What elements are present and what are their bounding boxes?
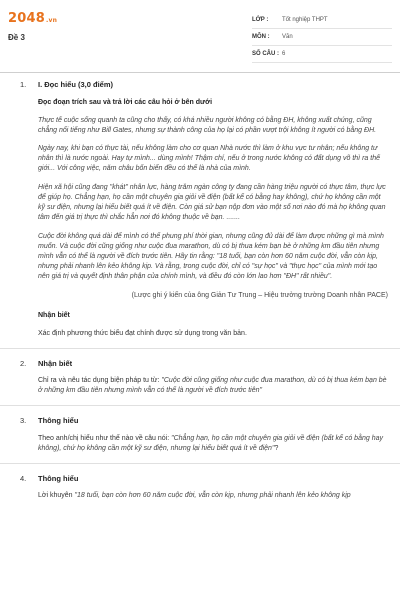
question-title: Thông hiểu	[38, 416, 79, 426]
meta-value: 6	[282, 50, 286, 57]
question-divider	[0, 463, 400, 464]
passage-source: (Lược ghi ý kiến của ông Giản Tư Trung – Hiệu trưởng trường Doanh nhân PACE)	[131, 291, 388, 299]
question-number: 2.	[20, 358, 27, 368]
question-prompt: Theo anh/chị hiểu như thế nào về câu nói: "Chẳng hạn, họ cần một chuyên gia giỏi về điện (bất kể có bằng hay không), chứ họ không cần một kỹ sư điện, nhưng lại hiểu biết quá ít về điện"?	[38, 434, 383, 452]
meta-row-grade	[252, 12, 392, 29]
exam-title: Đề 3	[8, 33, 25, 42]
meta-value: Văn	[282, 33, 293, 40]
question-number: 1.	[20, 80, 27, 89]
meta-row-count	[252, 46, 392, 63]
question-list	[0, 80, 400, 510]
question-instruction: Đọc đoạn trích sau và trả lời các câu hỏi ở bên dưới	[38, 98, 213, 106]
meta-key: SỐ CÂU :	[252, 50, 279, 57]
exam-header	[0, 0, 400, 70]
question-1	[0, 80, 400, 339]
passage-paragraph: Cuộc đời không quá dài để mình có thể phung phí thời gian, nhưng cũng đủ dài để làm được những gì mà mình muốn. Và cuộc đời cũng giống như cuộc đua marathon, dù có bị thua kém bạn bè ở những km đầu tiên nhưng mình vẫn có thể là người về đích trước tiên. Hãy tin rằng: "18 tuổi, bạn còn hơn 60 năm cuộc đời, vẫn còn kịp, nhưng phải nhanh lên kẻo không kịp. Và rằng, trong cuộc đời, chỉ có "sự học" và "thực học" của mình mới tạo nên giá trị và quyết định thân phận của chính mình, và điều đó còn lớn lao hơn "ĐH" rất nhiều".	[38, 233, 384, 280]
question-3	[0, 416, 400, 454]
question-prompt: Lời khuyên "18 tuổi, bạn còn hơn 60 năm cuộc đời, vẫn còn kịp, nhưng phải nhanh lên kẻo không kịp	[38, 492, 351, 500]
question-title: Thông hiểu	[38, 473, 79, 483]
question-divider	[0, 405, 400, 406]
question-divider	[0, 348, 400, 349]
question-title: I. Đọc hiểu (3,0 điểm)	[38, 80, 114, 89]
question-number: 4.	[20, 473, 27, 483]
passage-paragraph: Thực tế cuộc sống quanh ta cũng cho thấy, có khá nhiều người không có bằng ĐH, không xuất chúng, cũng chẳng nổi tiếng như Bill Gates, nhưng sự thành công của họ lại có phần vượt trội không ít người có bằng ĐH.	[38, 116, 377, 134]
question-prompt: Chỉ ra và nêu tác dụng biện pháp tu từ: "Cuộc đời cũng giống như cuộc đua marathon, dù có bị thua kém bạn bè ở những km đầu tiên nhưng mình vẫn có thể là người về đích trước tiên"	[38, 377, 387, 395]
meta-value: Tốt nghiệp THPT	[282, 16, 328, 23]
question-4	[0, 474, 400, 502]
passage-paragraph: Hiện xã hội cũng đang "khát" nhân lực, hàng trăm ngàn công ty đang cần hàng triệu người có thực tâm, thực lực để giúp họ. Chẳng hạn, họ cần một chuyên gia giỏi về điện (bất kể có bằng hay không), chứ họ không cần một kỹ sư điện, nhưng lại hiểu biết quá ít về điện. Còn giá sử bạn nộp đơn vào một số nơi nào đó mà họ không quan tâm đến giá trị thực thì chắc hẳn nơi đó không thuộc về bạn. .......	[38, 184, 386, 222]
meta-key: LỚP :	[252, 16, 269, 23]
question-number: 3.	[20, 416, 27, 426]
exam-meta	[252, 12, 392, 63]
site-logo[interactable]: 2048.vn	[8, 11, 58, 26]
meta-key: MÔN :	[252, 33, 270, 40]
header-divider	[0, 72, 400, 73]
question-2	[0, 359, 400, 397]
question-title: Nhận biết	[38, 358, 73, 368]
passage-paragraph: Ngày nay, khi bạn có thực tài, nếu không làm cho cơ quan Nhà nước thì làm ở khu vực tư nhân; nếu không tư nhân thì là nước ngoài. Hay tự mình... dùng mình! Thậm chí, nếu ở trong nước không có đất dụng võ thì ra thế giới... Với công việc, năm châu bốn biển đều có thể là nhà của mình.	[38, 145, 380, 173]
question-prompt: Xác định phương thức biểu đạt chính được sử dụng trong văn bản.	[38, 329, 247, 337]
question-level: Nhận biết	[38, 311, 70, 319]
meta-row-subject	[252, 29, 392, 46]
